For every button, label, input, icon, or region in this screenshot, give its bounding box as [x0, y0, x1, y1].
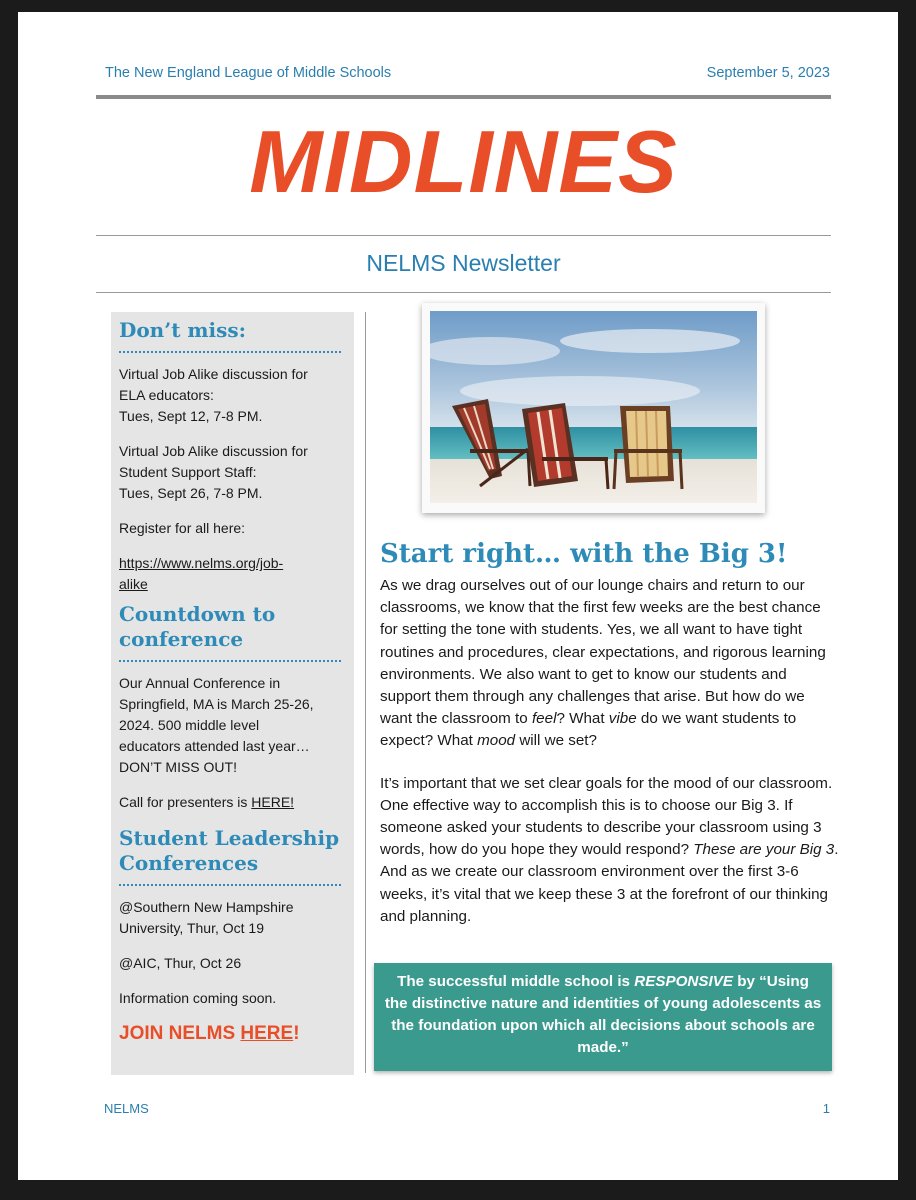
beach-chairs-photo [430, 311, 757, 503]
issue-date: September 5, 2023 [706, 65, 830, 81]
dotted-divider [119, 660, 341, 662]
conference-line2: Springfield, MA is March 25-26, [119, 696, 314, 712]
countdown-heading [119, 602, 341, 652]
venue-snhu [119, 897, 341, 939]
venue-aic: @AIC, Thur, Oct 26 [119, 955, 242, 971]
event-support-line3: Tues, Sept 26, 7-8 PM. [119, 485, 263, 501]
p2-em-big3: These are your Big 3 [693, 841, 835, 859]
cfp-link[interactable]: HERE! [251, 794, 295, 810]
join-exclaim: ! [293, 1023, 300, 1044]
p1-text-c: do we want students to expect? What [380, 710, 797, 750]
p1-em-vibe: vibe [608, 710, 637, 728]
column-divider [365, 312, 366, 1073]
event-ela-line1: Virtual Job Alike discussion for [119, 366, 308, 382]
article-paragraph-1 [380, 575, 840, 753]
subtitle-rule [96, 292, 831, 293]
newsletter-subtitle: NELMS Newsletter [366, 250, 561, 276]
job-alike-link-line2: alike [119, 576, 148, 592]
callout-text-b: by “Using the distinctive nature and identities of young adolescents as the foundation upon which all decisions about schools are made.” [384, 973, 822, 1056]
cfp-text: Call for presenters is [119, 794, 252, 810]
masthead-rule [96, 235, 831, 236]
event-ela [119, 364, 341, 427]
leadership-heading-line2: Conferences [119, 851, 259, 875]
dotted-divider [119, 884, 341, 886]
beach-photo-frame [422, 303, 765, 513]
conference-line4: educators attended last year… [119, 738, 310, 754]
footer-org: NELMS [104, 1101, 149, 1116]
org-name: The New England League of Middle Schools [105, 65, 392, 81]
event-support-staff [119, 441, 341, 504]
p2-text-b: . And as we create our classroom environment over the first 3-6 weeks, it’s vital that we keep these 3 at the forefront of our thinking and planning. [380, 841, 839, 925]
responsive-callout [374, 963, 832, 1071]
join-text: JOIN NELMS [119, 1023, 241, 1044]
venue-snhu-line1: @Southern New Hampshire [119, 899, 294, 915]
callout-text-a: The successful middle school is [397, 973, 635, 990]
countdown-heading-line1: Countdown to [119, 602, 276, 626]
article-title: Start right… with the Big 3! [380, 539, 788, 569]
event-support-line2: Student Support Staff: [119, 464, 257, 480]
job-alike-link[interactable] [119, 553, 341, 595]
leadership-heading-line1: Student Leadership [119, 826, 340, 850]
event-ela-line3: Tues, Sept 12, 7-8 PM. [119, 408, 263, 424]
article-body [380, 575, 840, 948]
article-paragraph-2 [380, 773, 840, 928]
register-text: Register for all here: [119, 520, 246, 536]
p1-text-d: will we set? [515, 732, 597, 750]
p1-em-mood: mood [477, 732, 516, 750]
job-alike-link-line1: https://www.nelms.org/job- [119, 555, 284, 571]
event-support-line1: Virtual Job Alike discussion for [119, 443, 308, 459]
join-link[interactable]: HERE [240, 1023, 294, 1044]
conference-info [119, 673, 341, 778]
newsletter-page [18, 12, 898, 1180]
p1-text-a: As we drag ourselves out of our lounge chairs and return to our classrooms, we know that the first few weeks are the best chance for setting the tone with students. Yes, we all want to have tight routines and procedures, clear expectations, and rigorous learning environments. We also want to get to know our students and support them through any challenges that arise. But how do we want the classroom to [380, 577, 826, 728]
p1-em-feel: feel [531, 710, 557, 728]
conference-line5: DON’T MISS OUT! [119, 759, 237, 775]
event-ela-line2: ELA educators: [119, 387, 214, 403]
dont-miss-heading: Don’t miss: [119, 318, 247, 342]
callout-em-responsive: RESPONSIVE [634, 973, 733, 990]
countdown-heading-line2: conference [119, 627, 244, 651]
info-coming-soon: Information coming soon. [119, 990, 277, 1006]
page-number: 1 [822, 1101, 830, 1116]
dotted-divider [119, 351, 341, 353]
leadership-heading [119, 826, 341, 876]
venue-snhu-line2: University, Thur, Oct 19 [119, 920, 264, 936]
p1-text-b: ? What [556, 710, 609, 728]
conference-line1: Our Annual Conference in [119, 675, 281, 691]
join-nelms [119, 1023, 341, 1045]
conference-line3: 2024. 500 middle level [119, 717, 260, 733]
header-rule [96, 95, 831, 99]
masthead-title: MIDLINES [249, 112, 678, 211]
call-for-presenters [119, 792, 341, 813]
sidebar [111, 312, 354, 1075]
p2-text-a: It’s important that we set clear goals for the mood of our classroom. One effective way to accomplish this is to choose our Big 3. If someone asked your students to describe your classroom using 3 words, how do you hope they would respond? [380, 774, 833, 859]
